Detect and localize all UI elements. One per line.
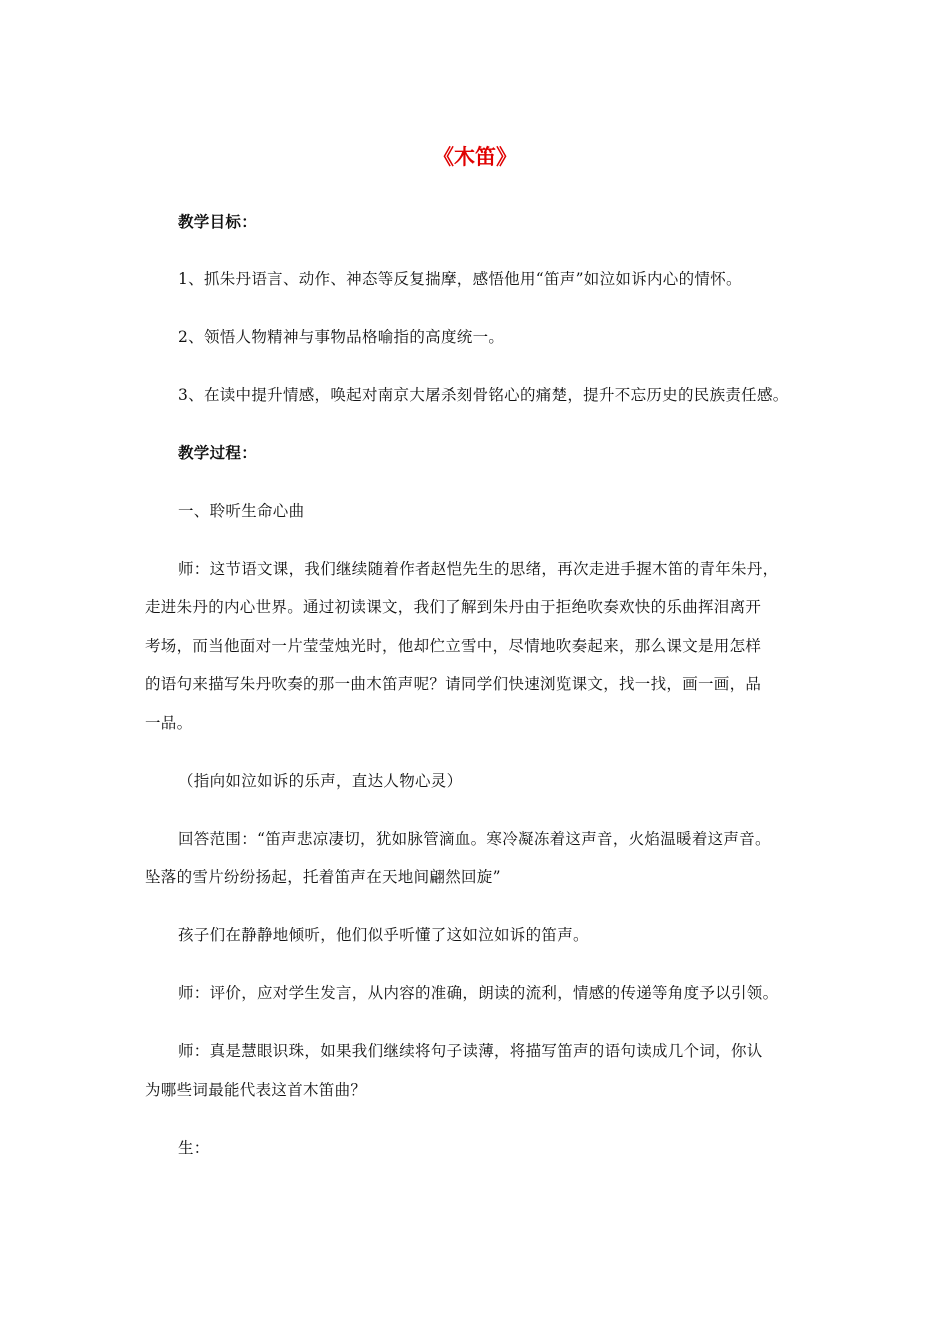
- section-one-heading: 一、聆听生命心曲: [178, 502, 305, 520]
- teaching-note: （指向如泣如诉的乐声，直达人物心灵）: [178, 772, 463, 790]
- answer-range-line-2: 坠落的雪片纷纷扬起，托着笛声在天地间翩然回旋”: [145, 868, 501, 886]
- teacher-intro-line-4: 的语句来描写朱丹吹奏的那一曲木笛声呢？请同学们快速浏览课文，找一找，画一画，品: [145, 675, 762, 693]
- objectives-heading: 教学目标：: [178, 212, 258, 231]
- teacher-intro-line-3: 考场，而当他面对一片莹莹烛光时，他却伫立雪中，尽情地吹奏起来，那么课文是用怎样: [145, 637, 762, 655]
- teacher-evaluate-paragraph: 师：评价，应对学生发言，从内容的准确，朗读的流利，情感的传递等角度予以引领。: [178, 984, 779, 1002]
- document-title: 《木笛》: [433, 144, 517, 169]
- teacher-intro-line-2: 走进朱丹的内心世界。通过初读课文，我们了解到朱丹由于拒绝吹奏欢快的乐曲挥泪离开: [145, 598, 762, 616]
- children-listen-paragraph: 孩子们在静静地倾听，他们似乎听懂了这如泣如诉的笛声。: [178, 926, 589, 944]
- teacher-intro-line-5: 一品。: [145, 714, 193, 732]
- objective-item-3: 3、在读中提升情感，唤起对南京大屠杀刻骨铭心的痛楚，提升不忘历史的民族责任感。: [178, 386, 789, 404]
- answer-range-line-1: 回答范围：“笛声悲凉凄切，犹如脉管滴血。寒冷凝冻着这声音，火焰温暖着这声音。: [178, 830, 771, 848]
- objective-item-1: 1、抓朱丹语言、动作、神态等反复揣摩，感悟他用“笛声”如泣如诉内心的情怀。: [178, 270, 742, 288]
- teacher-question-line-2: 为哪些词最能代表这首木笛曲？: [145, 1081, 367, 1099]
- teacher-intro-line-1: 师：这节语文课，我们继续随着作者赵恺先生的思绪，再次走进手握木笛的青年朱丹，: [178, 560, 779, 578]
- teacher-question-line-1: 师：真是慧眼识珠，如果我们继续将句子读薄，将描写笛声的语句读成几个词，你认: [178, 1042, 763, 1060]
- objective-item-2: 2、领悟人物精神与事物品格喻指的高度统一。: [178, 328, 505, 346]
- process-heading: 教学过程：: [178, 443, 258, 462]
- student-response: 生：: [178, 1139, 210, 1157]
